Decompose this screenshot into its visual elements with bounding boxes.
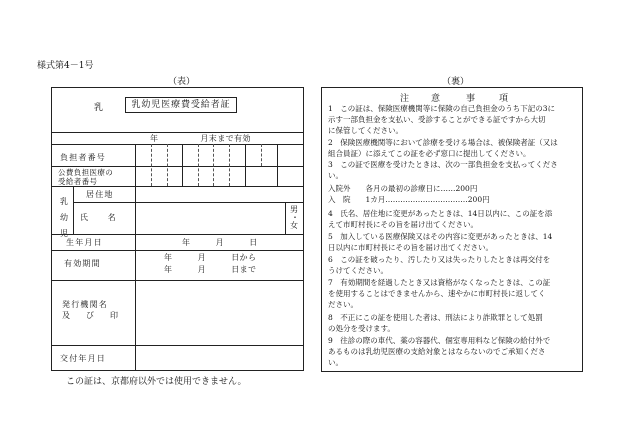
birth-label: 生年月日: [66, 238, 103, 247]
divider: [135, 280, 136, 371]
divider: [52, 250, 303, 251]
issue-date-label: 交付年月日: [60, 354, 106, 363]
mark-char: 乳: [94, 103, 105, 113]
back-card: [321, 87, 583, 372]
note-item-5: 5 加入している医療保険又はその内容に変更があったときは、14 日以内に市町村長にその旨を届け出てください。: [328, 232, 553, 253]
payer-number-label: 負担者番号: [60, 153, 106, 162]
divider: [52, 280, 303, 281]
note-item-8: 8 不正にこの証を使用した者は、刑法により詐欺罪として処罰 の処分を受けます。: [328, 313, 543, 334]
note-item-1: 1 この証は、保険医療機関等に保険の自己負担金のうち下記の3に 示す一部負担金を支払い、受診することができる証ですから大切 に保管してください。: [328, 104, 556, 136]
divider: [182, 144, 183, 186]
note-item-3: 3 この証で医療を受けたときは、次の一部負担金を支払ってくださ い。: [328, 160, 558, 181]
validity-from: 年 月 日から: [164, 253, 257, 262]
front-card: [51, 87, 304, 371]
gender-female: 女: [290, 221, 300, 230]
divider: [277, 144, 278, 186]
note-item-7: 7 有効期間を経過したとき又は資格がなくなったときは、この証 を使用することはできませんから、速やかに市町村長に返してく ださい。: [328, 278, 551, 310]
validity-note: 年 月末まで有効: [150, 134, 251, 143]
note-item-9: 9 往診の際の車代、薬の容器代、個室専用料など保険の給付外で あるものは乳幼児医療の支給対象とはならないのでご承知くださ い。: [328, 336, 551, 368]
notes-title-char: 事: [466, 94, 476, 104]
validity-to: 年 月 日まで: [164, 265, 257, 274]
name-label: 氏 名: [80, 213, 117, 222]
divider: [135, 144, 136, 186]
address-label: 居住地: [86, 190, 114, 199]
gender-male: 男: [290, 205, 300, 214]
divider: [135, 250, 136, 280]
divider: [73, 186, 74, 234]
notes-title-char: 項: [499, 94, 509, 104]
notes-title-char: 注: [400, 94, 410, 104]
infant-char-1: 乳: [60, 197, 70, 206]
front-header: （表）: [168, 77, 196, 87]
notes-title-char: 意: [431, 94, 441, 104]
issuer-label-2: 及 び 印: [62, 311, 118, 320]
infant-char-2: 幼: [60, 213, 70, 222]
back-header: （裏）: [442, 77, 470, 87]
divider: [52, 234, 303, 235]
divider: [245, 144, 246, 186]
public-payer-label-2: 受給者番号: [58, 177, 98, 186]
cell-divider: [229, 144, 230, 186]
note-item-6: 6 この証を破ったり、汚したり又は失ったりしたときは再交付を うけてください。: [328, 255, 551, 276]
issuer-label-1: 発行機関名: [62, 300, 108, 309]
cell-divider: [213, 144, 214, 186]
fee-outpatient: 入 院 1カ月……………………………200円: [328, 195, 490, 204]
card-title: 乳幼児医療費受給者証: [125, 97, 237, 113]
divider: [285, 202, 286, 234]
usage-note: この証は、京都府以外では使用できません。: [66, 377, 247, 387]
cell-divider: [198, 144, 199, 186]
cell-divider: [151, 144, 152, 186]
form-number: 様式第4－1号: [37, 61, 94, 71]
note-item-4: 4 氏名、居住地に変更があったときは、14日以内に、この証を添 えて市町村長にその旨を届け出てください。: [328, 209, 553, 230]
note-item-2: 2 保険医療機関等において診療を受ける場合は、被保険者証（又は 組合員証）に添えてこの証を必ず窓口に提出してください。: [328, 138, 558, 159]
divider: [73, 202, 303, 203]
gender-dot: ・: [291, 213, 301, 222]
divider: [52, 186, 303, 187]
birth-value: 年 月 日: [182, 238, 258, 247]
cell-divider: [261, 144, 262, 166]
validity-label: 有効期間: [64, 259, 101, 268]
divider: [135, 186, 136, 250]
divider: [52, 144, 303, 145]
fee-inpatient: 入院外 各月の最初の診療日に……200円: [328, 184, 478, 193]
divider: [52, 345, 303, 346]
public-payer-label-1: 公費負担医療の: [58, 168, 114, 177]
cell-divider: [167, 144, 168, 186]
infant-char-3: 児: [60, 229, 70, 238]
